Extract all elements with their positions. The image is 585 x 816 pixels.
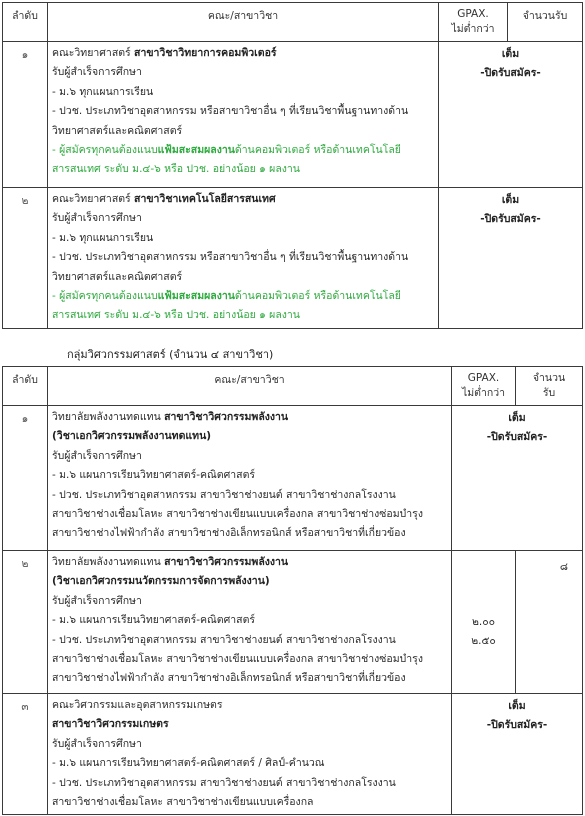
section-heading-engineering: กลุ่มวิศวกรรมศาสตร์ (จำนวน ๔ สาขาวิชา) <box>67 348 274 361</box>
admission-count: ๘ <box>516 551 583 694</box>
major-name: สาขาวิชาเทคโนโลยีสารสนเทศ <box>134 193 276 205</box>
sub-major-name: (วิชาเอกวิศวกรรมพลังงานทดแทน) <box>52 430 212 443</box>
status-closed: เต็ม -ปิดรับสมัคร- <box>452 694 583 815</box>
status-closed: เต็ม -ปิดรับสมัคร- <box>452 406 583 551</box>
table-header-row <box>3 3 583 42</box>
col-header-order: ลำดับ <box>3 367 48 406</box>
portfolio-note: - ผู้สมัครทุกคนต้องแนบแฟ้มสะสมผลงานด้านคอมพิวเตอร์ หรือด้านเทคโนโลยี <box>52 144 401 157</box>
col-header-faculty: คณะ/สาขาวิชา <box>48 3 439 42</box>
status-closed: เต็ม -ปิดรับสมัคร- <box>439 188 583 329</box>
program-description: วิทยาลัยพลังงานทดแทน สาขาวิชาวิศวกรรมพลังงาน (วิชาเอกวิศวกรรมพลังงานทดแทน) รับผู้สำเร็จการศึกษา - ม.๖ แผนการเรียนวิทยาศาสตร์-คณิตศาสตร์ - ปวช. ประเภทวิชาอุตสาหกรรม สาขาวิชาช่างยนต์ สาขาวิชาช่างกลโรงงาน สาขาวิชาช่างเชื่อมโลหะ สาขาวิชาช่างเขียนแบบเครื่องกล สาขาวิชาช่างซ่อมบำรุง สาขาวิชาช่างไฟฟ้ากำลัง สาขาวิชาช่างอิเล็กทรอนิกส์ หรือสาขาวิชาที่เกี่ยวข้อง <box>48 406 452 551</box>
program-table-engineering <box>2 366 583 815</box>
row-number: ๑ <box>3 42 48 188</box>
status-closed: เต็ม -ปิดรับสมัคร- <box>439 42 583 188</box>
col-header-gpax: GPAX. ไม่ต่ำกว่า <box>439 3 508 42</box>
major-name: สาขาวิชาวิทยาการคอมพิวเตอร์ <box>134 47 277 59</box>
row-number: ๒ <box>3 188 48 329</box>
major-name: สาขาวิชาวิศวกรรมเกษตร <box>52 718 169 731</box>
major-name: สาขาวิชาวิศวกรรมพลังงาน <box>164 411 289 423</box>
col-header-faculty: คณะ/สาขาวิชา <box>48 367 452 406</box>
col-header-gpax: GPAX. ไม่ต่ำกว่า <box>452 367 516 406</box>
gpax-values: ๒.๐๐ ๒.๕๐ <box>452 551 516 694</box>
col-header-order: ลำดับ <box>3 3 48 42</box>
row-number: ๓ <box>3 694 48 815</box>
program-description: วิทยาลัยพลังงานทดแทน สาขาวิชาวิศวกรรมพลังงาน (วิชาเอกวิศวกรรมนวัตกรรมการจัดการพลังงาน) รับผู้สำเร็จการศึกษา - ม.๖ แผนการเรียนวิทยาศาสตร์-คณิตศาสตร์ - ปวช. ประเภทวิชาอุตสาหกรรม สาขาวิชาช่างยนต์ สาขาวิชาช่างกลโรงงาน สาขาวิชาช่างเชื่อมโลหะ สาขาวิชาช่างเขียนแบบเครื่องกล สาขาวิชาช่างซ่อมบำรุง สาขาวิชาช่างไฟฟ้ากำลัง สาขาวิชาช่างอิเล็กทรอนิกส์ หรือสาขาวิชาที่เกี่ยวข้อง <box>48 551 452 694</box>
program-table-science <box>2 2 583 329</box>
row-number: ๑ <box>3 406 48 551</box>
table-row <box>3 694 583 815</box>
table-header-row <box>3 367 583 406</box>
program-description: คณะวิศวกรรมและอุตสาหกรรมเกษตร สาขาวิชาวิศวกรรมเกษตร รับผู้สำเร็จการศึกษา - ม.๖ แผนการเรียนวิทยาศาสตร์-คณิตศาสตร์ / ศิลป์-คำนวณ - ปวช. ประเภทวิชาอุตสาหกรรม สาขาวิชาช่างยนต์ สาขาวิชาช่างกลโรงงาน สาขาวิชาช่างเชื่อมโลหะ สาขาวิชาช่างเขียนแบบเครื่องกล <box>48 694 452 815</box>
col-header-count: จำนวนรับ <box>508 3 583 42</box>
table-row <box>3 42 583 188</box>
col-header-count: จำนวน รับ <box>516 367 583 406</box>
major-name: สาขาวิชาวิศวกรรมพลังงาน <box>164 556 289 568</box>
program-description: คณะวิทยาศาสตร์ สาขาวิชาเทคโนโลยีสารสนเทศ รับผู้สำเร็จการศึกษา - ม.๖ ทุกแผนการเรียน - ปวช. ประเภทวิชาอุตสาหกรรม หรือสาขาวิชาอื่น ๆ ที่เรียนวิชาพื้นฐานทางด้าน วิทยาศาสตร์และคณิตศาสตร์ - ผู้สมัครทุกคนต้องแนบแฟ้มสะสมผลงานด้านคอมพิวเตอร์ หรือด้านเทคโนโลยี สารสนเทศ ระดับ ม.๔-๖ หรือ ปวช. อย่างน้อย ๑ ผลงาน <box>48 188 439 329</box>
portfolio-note: - ผู้สมัครทุกคนต้องแนบแฟ้มสะสมผลงานด้านคอมพิวเตอร์ หรือด้านเทคโนโลยี <box>52 290 401 303</box>
row-number: ๒ <box>3 551 48 694</box>
table-row <box>3 406 583 551</box>
sub-major-name: (วิชาเอกวิศวกรรมนวัตกรรมการจัดการพลังงาน) <box>52 575 270 588</box>
table-row <box>3 551 583 694</box>
table-row <box>3 188 583 329</box>
program-description: คณะวิทยาศาสตร์ สาขาวิชาวิทยาการคอมพิวเตอร์ รับผู้สำเร็จการศึกษา - ม.๖ ทุกแผนการเรียน - ปวช. ประเภทวิชาอุตสาหกรรม หรือสาขาวิชาอื่น ๆ ที่เรียนวิชาพื้นฐานทางด้าน วิทยาศาสตร์และคณิตศาสตร์ - ผู้สมัครทุกคนต้องแนบแฟ้มสะสมผลงานด้านคอมพิวเตอร์ หรือด้านเทคโนโลยี สารสนเทศ ระดับ ม.๔-๖ หรือ ปวช. อย่างน้อย ๑ ผลงาน <box>48 42 439 188</box>
